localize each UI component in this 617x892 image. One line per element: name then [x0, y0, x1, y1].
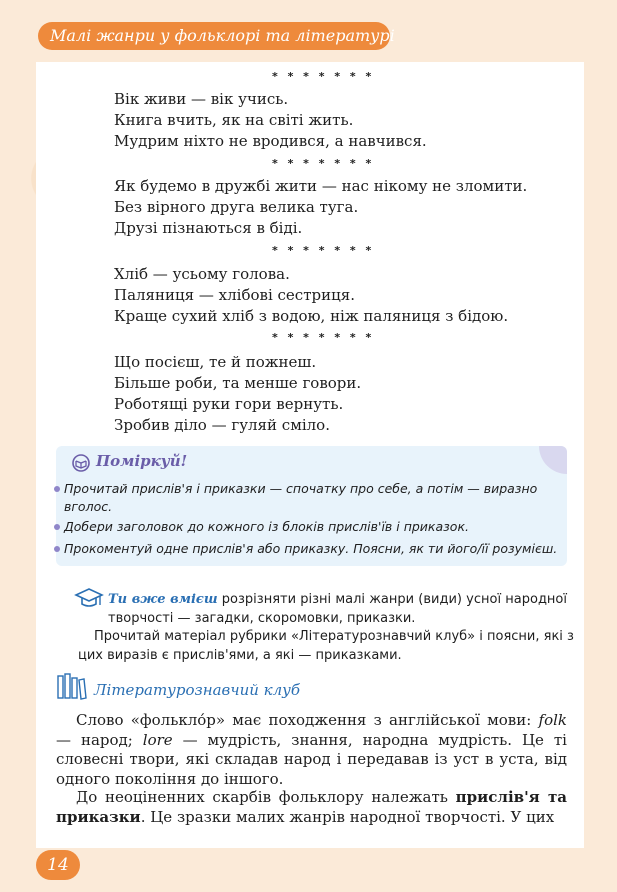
- proverb-line: Вік живи — вік учись.: [114, 90, 289, 108]
- separator: * * * * * * *: [272, 244, 375, 257]
- club-text: — народ;: [56, 730, 143, 749]
- proverb-line: Що посієш, те й пожнеш.: [114, 353, 317, 371]
- proverb-line: Друзі пізнаються в біді.: [114, 219, 303, 237]
- separator: * * * * * * *: [272, 70, 375, 83]
- task-item: Прокоментуй одне прислів'я або приказку. Поясни, як ти його/її розумієш.: [64, 541, 558, 556]
- proverb-line: Як будемо в дружбі жити — нас нікому не зломити.: [114, 177, 528, 195]
- bullet-icon: [54, 524, 60, 530]
- proverb-line: Книга вчить, як на світі жить.: [114, 111, 354, 129]
- page-number: 14: [36, 850, 80, 880]
- separator: * * * * * * *: [272, 157, 375, 170]
- separator: * * * * * * *: [272, 331, 375, 344]
- know-paragraph: [108, 590, 567, 628]
- proverb-line: Без вірного друга велика туга.: [114, 198, 359, 216]
- club-text: . Це зразки малих жанрів народної творчості. У цих: [140, 807, 555, 826]
- know-text: розрізняти різні малі жанри (види) усної народної творчості — загадки, скоромовки, приказки.: [108, 592, 568, 626]
- club-bold-term: прислів'я та приказки: [56, 788, 567, 826]
- know-label: Ти вже вмієш: [108, 592, 218, 607]
- books-icon: [56, 672, 88, 700]
- proverb-line: Паляниця — хлібові сестриця.: [114, 286, 355, 304]
- club-paragraph-2: [56, 788, 567, 827]
- club-paragraph-1: [56, 711, 567, 789]
- think-title: Поміркуй!: [96, 452, 188, 470]
- bullet-icon: [54, 546, 60, 552]
- club-title: Літературознавчий клуб: [94, 681, 301, 699]
- club-term: lore: [142, 730, 173, 749]
- book-head-icon: [70, 454, 92, 472]
- proverb-line: Мудрим ніхто не вродився, а навчився.: [114, 132, 427, 150]
- club-text: — мудрість, знання, народна мудрість. Це ті словесні твори, які складав народ і передавав із уст в уста, від одного покоління до іншого.: [56, 730, 567, 788]
- proverb-line: Краще сухий хліб з водою, ніж паляниця з бідою.: [114, 307, 509, 325]
- graduation-cap-icon: [74, 586, 104, 612]
- instruction-line: Прочитай матеріал рубрики «Літературознавчий клуб» і поясни, які з: [94, 629, 574, 644]
- chapter-header: Малі жанри у фольклорі та літературі: [38, 22, 390, 50]
- instruction-line: цих виразів є прислів'ями, а які — приказками.: [78, 648, 402, 663]
- club-term: folk: [538, 711, 567, 729]
- club-text: До неоціненних скарбів фольклору належать: [76, 788, 456, 806]
- proverb-line: Більше роби, та менше говори.: [114, 374, 362, 392]
- decor-circle: [539, 446, 567, 474]
- proverb-line: Роботящі руки гори вернуть.: [114, 395, 344, 413]
- proverb-line: Зробив діло — гуляй сміло.: [114, 416, 330, 434]
- club-text: Слово «фолькло́р» має походження з англійської мови:: [76, 711, 539, 729]
- proverb-line: Хліб — усьому голова.: [114, 265, 290, 283]
- bullet-icon: [54, 486, 60, 492]
- task-item: Прочитай прислів'я і приказки — спочатку про себе, а потім — виразно вголос.: [64, 481, 538, 514]
- task-item: Добери заголовок до кожного із блоків прислів'їв і приказок.: [64, 519, 469, 534]
